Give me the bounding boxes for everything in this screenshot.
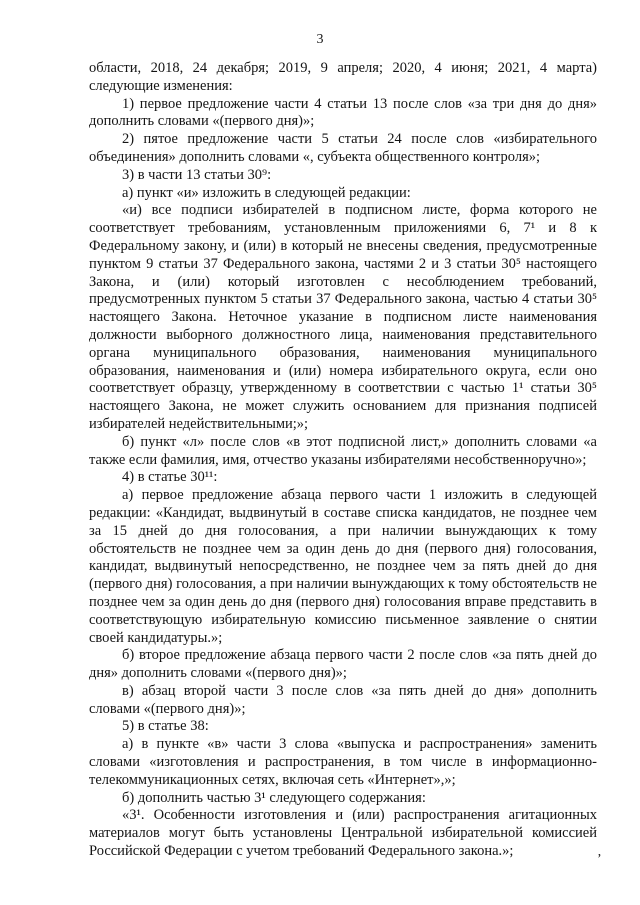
margin-mark: ’ [597,852,602,867]
paragraph: «3¹. Особенности изготовления и (или) распространения агитационных материалов могут быть установлены Центральной избирательной комиссией Российской Федерации с учетом требований Федерального закона.»; [89,807,597,860]
paragraph: б) пункт «л» после слов «в этот подписной лист,» дополнить словами «а также если фамилия, имя, отчество указаны избирателями несобственноручно»; [89,433,597,468]
paragraph: «и) все подписи избирателей в подписном листе, форма которого не соответствует требованиям, установленным приложениями 6, 7¹ и 8 к Федеральному закону, и (или) в который не внесены сведения, предусмотренные пунктом 9 статьи 37 Федерального закона, частями 2 и 3 статьи 30⁵ настоящего Закона, и (или) который изготовлен с несоблюдением требований, предусмотренных пунктом 5 статьи 37 Федерального закона, частью 4 статьи 30⁵ настоящего Закона. Неточное указание в подписном листе наименования должности выборного должностного лица, наименования представительного органа муниципального образования, наименования муниципального образования, наименования и (или) номера избирательного округа, если оно соответствует образцу, утвержденному в соответствии с частью 1¹ статьи 30⁵ настоящего Закона, не может служить основанием для признания подписей избирателей недействительными;»; [89,202,597,432]
paragraph: а) первое предложение абзаца первого части 1 изложить в следующей редакции: «Кандидат, выдвинутый в составе списка кандидатов, не позднее чем за 15 дней до дня голосования, а при наличии вынуждающих к тому обстоятельств не позднее чем за один день до дня (первого дня) голосования, кандидат, выдвинутый непосредственно, не позднее чем за пять дней до дня (первого дня) голосования, а при наличии вынуждающих к тому обстоятельств не позднее чем за один день до дня (первого дня) голосования вправе представить в соответствующую избирательную комиссию письменное заявление о снятии своей кандидатуры.»; [89,487,597,646]
paragraph: б) дополнить частью 3¹ следующего содержания: [122,789,426,806]
paragraph: 4) в статье 30¹¹: [122,469,218,486]
paragraph: б) второе предложение абзаца первого части 2 после слов «за пять дней до дня» дополнить словами «(первого дня)»; [89,647,597,682]
paragraph: области, 2018, 24 декабря; 2019, 9 апреля; 2020, 4 июня; 2021, 4 марта) следующие изменения: [89,60,597,94]
paragraph: 3) в части 13 статьи 30⁹: [122,166,272,183]
paragraph: в) абзац второй части 3 после слов «за пять дней до дня» дополнить словами «(первого дня)»; [89,682,597,717]
paragraph: 2) пятое предложение части 5 статьи 24 после слов «избирательного объединения» дополнить словами «, субъекта общественного контроля»; [89,131,597,165]
paragraph: 5) в статье 38: [122,718,209,735]
paragraph: 1) первое предложение части 4 статьи 13 после слов «за три дня до дня» дополнить словами «(первого дня)»; [89,95,597,130]
page-number: 3 [316,32,324,47]
document-body [89,60,597,861]
paragraph: а) в пункте «в» части 3 слова «выпуска и распространения» заменить словами «изготовления и распространения, в том числе в информационно-телекоммуникационных сетях, включая сеть «Интернет»,»; [89,736,597,788]
paragraph: а) пункт «и» изложить в следующей редакции: [122,184,411,201]
